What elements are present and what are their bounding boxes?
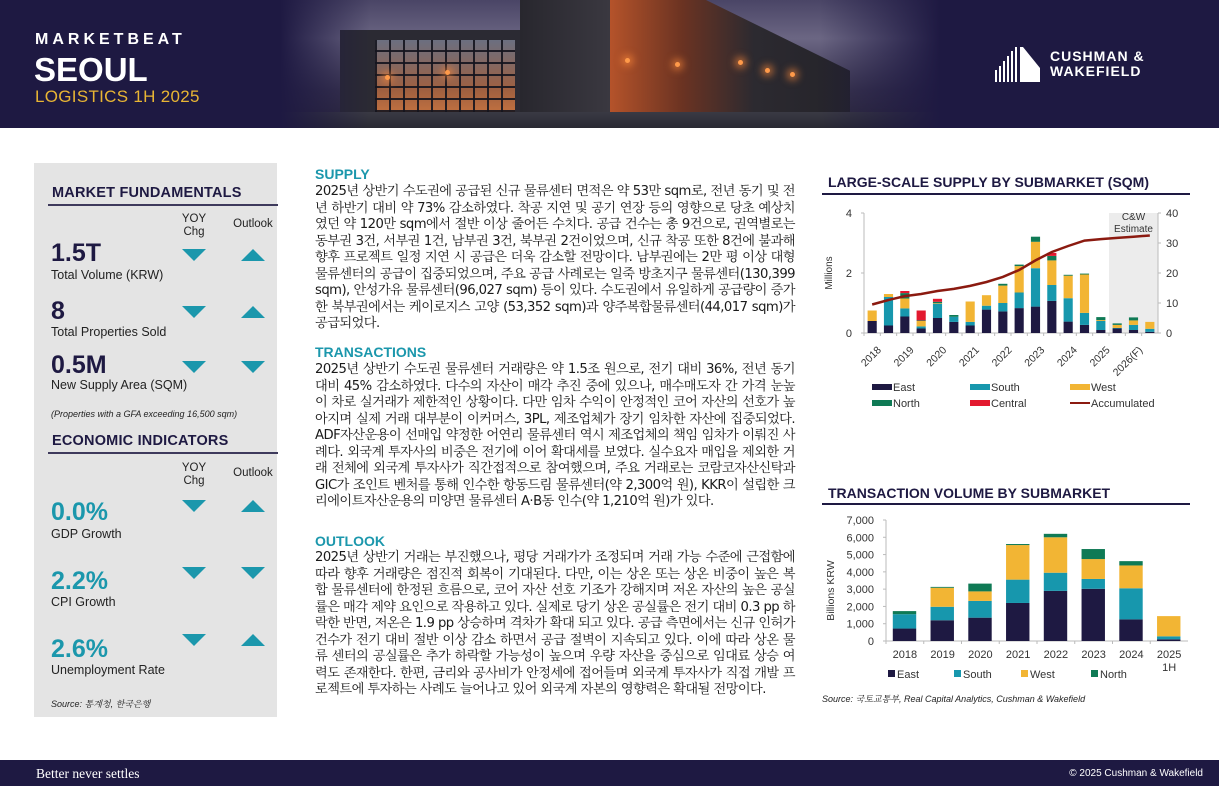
outlook-down-arrow-icon — [241, 567, 265, 579]
report-subtitle: LOGISTICS 1H 2025 — [35, 87, 200, 106]
svg-text:East: East — [897, 669, 920, 681]
svg-text:South: South — [963, 669, 992, 681]
transactions-body: 2025년 상반기 수도권 물류센터 거래량은 약 1.5조 원으로, 전기 대비 36%, 전년 동기 대비 45% 감소하였다. 다수의 자산이 매각 추진 중에 있으나, 매수매도자 간 가격 눈높이 차로 실거래가 제한적인 상황이다. 다만 임차 수익이 안정적인 코어 자산의 선호가 높아지며 실제 거래 대부분이 이커머스, 3PL, 제조업체가 장기 임차한 자산에 집중되었다. ADF자산운용이 선매입 약정한 어연리 물류센터 역시 제조업체의 책임 임차가 이뤄진 사례다. 외국계 투자사의 비중은 전기에 이어 확대세를 보였다. 실수요자 매입을 제외한 거래 전체에 외국계 투자사가 직간접적으로 참여했으며, 주요 거래로는 코람코자산신탁과 GIC가 조인트 벤처를 통해 인수한 항동드림 물류센터(약 2,300억 원), KKR이 설립한 크리에이트자산운용의 미양면 물류센터 A·B동 인수(약 1,210억 원)가 있다. — [315, 362, 795, 509]
svg-text:Accumulated: Accumulated — [1091, 398, 1155, 410]
svg-text:20: 20 — [1166, 268, 1179, 280]
svg-text:7,000: 7,000 — [846, 515, 874, 527]
unemployment-value: 2.6% — [51, 635, 108, 663]
copyright: © 2025 Cushman & Wakefield — [1069, 768, 1203, 779]
svg-text:2022: 2022 — [1043, 649, 1069, 661]
svg-text:Estimate: Estimate — [1114, 224, 1153, 235]
yoy-down-arrow-icon — [182, 249, 206, 261]
properties-sold-value: 8 — [51, 297, 65, 325]
divider — [822, 193, 1190, 195]
logo-line-1: CUSHMAN & — [1050, 48, 1145, 64]
transaction-chart — [820, 510, 1200, 685]
gdp-growth-label: GDP Growth — [51, 527, 122, 541]
logo-building-icon — [995, 46, 1040, 82]
svg-text:2024: 2024 — [1119, 649, 1144, 661]
gfa-note: (Properties with a GFA exceeding 16,500 sqm) — [51, 409, 238, 419]
svg-text:5,000: 5,000 — [846, 549, 874, 562]
indicators-source: Source: 통계청, 한국은행 — [51, 699, 151, 709]
svg-text:4,000: 4,000 — [846, 566, 874, 579]
svg-text:2019: 2019 — [930, 649, 955, 661]
hero-image — [280, 0, 940, 128]
header-banner — [0, 0, 1219, 128]
footer — [0, 760, 1219, 786]
outlook-up-arrow-icon — [241, 306, 265, 318]
company-logo — [995, 46, 1145, 82]
divider — [822, 503, 1190, 505]
yoy-down-arrow-icon — [182, 361, 206, 373]
svg-text:2023: 2023 — [1081, 649, 1106, 661]
supply-chart-title: LARGE-SCALE SUPPLY BY SUBMARKET (SQM) — [828, 174, 1149, 190]
outlook-header: Outlook — [233, 467, 273, 479]
outlook-heading: OUTLOOK — [315, 533, 385, 549]
cpi-growth-value: 2.2% — [51, 567, 108, 595]
series-label: MARKETBEAT — [35, 31, 186, 48]
outlook-down-arrow-icon — [241, 361, 265, 373]
svg-text:2024: 2024 — [1054, 344, 1080, 370]
yoy-down-arrow-icon — [182, 567, 206, 579]
svg-text:South: South — [991, 382, 1020, 394]
svg-text:2: 2 — [845, 268, 852, 280]
gdp-growth-value: 0.0% — [51, 498, 108, 526]
divider — [48, 452, 278, 454]
yoy-down-arrow-icon — [182, 634, 206, 646]
svg-text:Billions KRW: Billions KRW — [825, 560, 837, 621]
yoy-chg-header: YOY Chg — [181, 213, 207, 238]
svg-text:0: 0 — [845, 328, 852, 340]
new-supply-label: New Supply Area (SQM) — [51, 378, 188, 392]
svg-text:2018: 2018 — [858, 344, 884, 370]
svg-text:2025: 2025 — [1087, 344, 1113, 370]
svg-text:10: 10 — [1166, 298, 1179, 310]
svg-text:1,000: 1,000 — [846, 618, 874, 631]
svg-text:2020: 2020 — [924, 344, 950, 370]
chart-source: Source: 국토교통부, Real Capital Analytics, Cushman & Wakefield — [822, 694, 1086, 704]
transaction-chart-title: TRANSACTION VOLUME BY SUBMARKET — [828, 485, 1111, 501]
svg-text:2023: 2023 — [1022, 344, 1048, 370]
divider — [48, 204, 278, 206]
cpi-growth-label: CPI Growth — [51, 595, 116, 609]
outlook-up-arrow-icon — [241, 634, 265, 646]
outlook-body: 2025년 상반기 거래는 부진했으나, 평당 거래가가 조정되며 거래 가능 수준에 근접함에 따라 향후 거래량은 점진적 회복이 기대된다. 다만, 이는 상온 또는 상온 비중이 높은 복합 물류센터에 한정된 흐름으로, 코어 자산 선호 기조가 강해지며 저온 자산의 높은 공실률은 매각 제약 요인으로 작용하고 있다. 실제로 당기 상온 공실률은 전기 대비 0.3 pp 하락한 반면, 저온은 1.9 pp 상승하며 격차가 확대 되고 있다. 공급 측면에서는 신규 인허가 건수가 전기 대비 절반 이상 감소 하면서 공급 절벽이 지속되고 있다. 이에 따라 상온 물류 센터의 공실률은 추가 하락할 가능성이 높으며 우량 자산을 중심으로 임대료 상승 여력도 존재한다. 한편, 금리와 공사비가 안정세에 접어들며 외국계 투자사가 직접 개발 프로젝트에 투자하는 사례도 늘어나고 있어 외국계 자본의 영향력은 확대될 전망이다. — [315, 550, 795, 697]
svg-text:2021: 2021 — [956, 344, 982, 370]
city-title: SEOUL — [34, 51, 148, 88]
svg-text:2020: 2020 — [968, 649, 993, 661]
svg-text:2,000: 2,000 — [846, 601, 874, 614]
svg-text:6,000: 6,000 — [846, 532, 874, 545]
unemployment-label: Unemployment Rate — [51, 663, 165, 677]
svg-text:40: 40 — [1166, 208, 1179, 220]
economic-indicators-title: ECONOMIC INDICATORS — [52, 433, 229, 449]
logo-line-2: WAKEFIELD — [1050, 63, 1142, 79]
svg-text:0: 0 — [867, 636, 874, 648]
svg-text:2021: 2021 — [1005, 649, 1031, 661]
svg-text:30: 30 — [1166, 238, 1179, 250]
supply-chart — [820, 200, 1200, 425]
svg-text:Millions: Millions — [824, 256, 835, 290]
outlook-header: Outlook — [233, 218, 273, 230]
svg-text:2025: 2025 — [1156, 649, 1182, 661]
svg-text:East: East — [893, 382, 916, 394]
supply-heading: SUPPLY — [315, 166, 370, 182]
svg-text:1H: 1H — [1162, 662, 1177, 674]
svg-text:North: North — [893, 398, 920, 410]
transactions-heading: TRANSACTIONS — [315, 344, 427, 360]
yoy-down-arrow-icon — [182, 306, 206, 318]
fundamentals-panel — [34, 163, 277, 717]
outlook-up-arrow-icon — [241, 249, 265, 261]
svg-text:2026(F): 2026(F) — [1110, 344, 1146, 379]
svg-text:C&W: C&W — [1121, 212, 1146, 223]
new-supply-value: 0.5M — [51, 351, 107, 379]
outlook-up-arrow-icon — [241, 500, 265, 512]
svg-text:2022: 2022 — [989, 344, 1015, 370]
yoy-chg-header: YOY Chg — [181, 462, 207, 487]
svg-text:4: 4 — [845, 208, 852, 220]
supply-body: 2025년 상반기 수도권에 공급된 신규 물류센터 면적은 약 53만 sqm로, 전년 동기 및 전년 하반기 대비 약 73% 감소하였다. 착공 지연 및 공기 연장 등의 영향으로 당초 예상치였던 약 120만 sqm에서 절반 이상 줄어든 수치다. 공급 건수는 총 9건으로, 권역별로는 동부권 3건, 서부권 1건, 남부권 3건, 북부권 2건이었으며, 신규 착공 또한 8건에 불과해 향후 프로젝트 일정 지연 시 공급은 더욱 감소할 전망이다. 남부권에는 2만 평 이상 대형 물류센터의 공급이 집중되었으며, 주요 공급 사례로는 일죽 방초지구 물류센터(130,399 sqm), 안성가유 물류센터(96,027 sqm) 등이 있다. 수도권에서 유일하게 공급량이 증가한 북부권에서는 케이로지스 고양 (53,352 sqm)과 양주복합물류센터(44,017 sqm)가 공급되었다. — [315, 184, 795, 331]
total-volume-label: Total Volume (KRW) — [51, 268, 164, 282]
svg-text:West: West — [1030, 669, 1055, 681]
yoy-down-arrow-icon — [182, 500, 206, 512]
svg-text:2019: 2019 — [891, 344, 917, 370]
tagline: Better never settles — [36, 766, 140, 781]
properties-sold-label: Total Properties Sold — [51, 325, 167, 339]
market-fundamentals-title: MARKET FUNDAMENTALS — [52, 185, 242, 201]
svg-text:North: North — [1100, 669, 1127, 681]
total-volume-value: 1.5T — [51, 239, 102, 267]
svg-text:0: 0 — [1166, 328, 1173, 340]
svg-text:West: West — [1091, 382, 1116, 394]
svg-text:2018: 2018 — [892, 649, 918, 661]
svg-text:3,000: 3,000 — [846, 584, 874, 597]
svg-text:Central: Central — [991, 398, 1027, 410]
